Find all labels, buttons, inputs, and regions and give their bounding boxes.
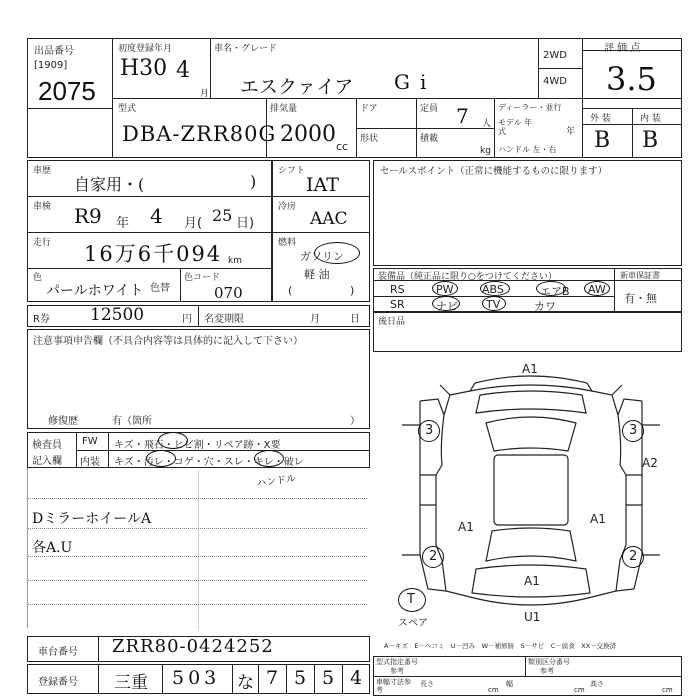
insp-month-unit: 月( [184, 216, 203, 231]
recycle-yen: 円 [182, 314, 192, 325]
kg-unit: kg [480, 146, 491, 156]
warranty-label: 新車保証書 [620, 271, 660, 280]
divider [27, 108, 112, 109]
car-name: エスクァイア [240, 76, 354, 98]
spec-len-unit: cm [488, 686, 499, 694]
later-items-label: 後日品 [378, 317, 406, 327]
exterior-label: 外 装 [590, 114, 611, 124]
name-grade-label: 車名・グレード [214, 44, 278, 54]
month-unit: 月 [200, 89, 210, 99]
color-code-value: 070 [214, 284, 243, 302]
equip-navi: ナビ [436, 300, 458, 313]
fw-items: キズ・飛石・ヒビ割・リペア跡・X要 [114, 440, 281, 451]
drive-2wd: 2WD [543, 50, 567, 61]
circle-aw [584, 281, 610, 296]
damage-a1-right: A1 [590, 512, 606, 526]
displacement-label: 排気量 [270, 104, 298, 114]
marker-3-right-label: 3 [629, 423, 638, 438]
insp-era: R9 [74, 204, 102, 228]
divider [356, 128, 494, 129]
divider [210, 38, 211, 98]
drive-4wd: 4WD [543, 76, 567, 87]
note-1: DミラーホイールA [32, 511, 152, 527]
equip-abs: ABS [482, 283, 504, 296]
plate-label: 登録番号 [38, 677, 78, 688]
marker-3-left-label: 3 [425, 423, 434, 438]
divider [112, 98, 682, 99]
damage-a1-left: A1 [458, 520, 474, 534]
equip-pw: PW [436, 283, 454, 296]
divider [494, 98, 495, 158]
divider [98, 636, 99, 662]
first-reg-month: 4 [176, 58, 190, 83]
first-reg-era: H30 [120, 56, 168, 81]
plate-class: 503 [172, 667, 221, 689]
spec-class-ref: 参考 [540, 667, 554, 675]
name-change-day: 日 [350, 314, 360, 325]
model-value: DBA-ZRR80G [122, 122, 277, 146]
capacity-unit: 人 [482, 119, 492, 129]
plate-region: 三重 [114, 673, 148, 693]
car-diagram [380, 355, 682, 630]
circle-wear [254, 450, 284, 467]
displacement-value: 2000 [280, 122, 336, 147]
divider [614, 268, 615, 312]
plate-kana: な [237, 673, 254, 693]
shape-label: 形状 [360, 134, 379, 144]
lot-label: 出品番号 [34, 46, 74, 57]
color-value: パールホワイト [46, 283, 144, 299]
mileage-value: 16万6千094 [84, 242, 223, 266]
circle-airbag [536, 281, 566, 296]
damage-legend: A－キズ E－ヘコミ U－凹み W－補修跡 S－サビ C－腐食 XX－交換済 [384, 642, 617, 650]
divider [27, 196, 272, 197]
shift-value: IAT [306, 174, 339, 196]
insp-day: 25 [212, 206, 233, 225]
score-label: 評 価 点 [604, 43, 641, 54]
sales-points-label: セールスポイント（正常に機能するものに限ります） [380, 166, 608, 177]
recycle-label: R券 [33, 314, 50, 325]
spec-type-ref: 参考 [390, 667, 404, 675]
marker-2-left-label: 2 [429, 549, 438, 564]
notes-label: 注意事項申告欄（不具合内容等は具体的に記入して下さい） [33, 336, 303, 347]
divider [314, 664, 315, 694]
note-line [27, 580, 367, 581]
divider [632, 108, 633, 158]
divider [232, 664, 233, 694]
load-label: 積載 [420, 134, 439, 144]
spec-len-label: 長さ [420, 680, 434, 688]
plate-digit-3: 5 [322, 667, 335, 689]
capacity-label: 定員 [420, 104, 439, 114]
capacity-value: 7 [456, 104, 469, 128]
fuel-label: 燃料 [278, 238, 297, 248]
divider [272, 232, 370, 233]
spec-class-label: 類別区分番号 [528, 658, 570, 666]
repair-label: 修復歴 [48, 416, 78, 427]
divider [258, 664, 259, 694]
plate-digit-1: 7 [266, 667, 279, 689]
equip-airbag: エアB [540, 285, 570, 298]
circle-pw [432, 281, 458, 296]
circle-chip [158, 432, 188, 449]
score: 3.5 [606, 60, 657, 98]
divider [538, 68, 582, 69]
repair-value: 有（箇所 [112, 416, 152, 427]
first-reg-label: 初度登録年月 [118, 44, 173, 54]
recycle-amount: 12500 [90, 305, 145, 325]
paren-close: ) [350, 284, 355, 297]
note-line [27, 498, 367, 499]
color-change-label: 色替 [150, 283, 170, 294]
spare-mark: T [407, 592, 415, 607]
equip-rs: RS [390, 283, 405, 296]
divider [198, 305, 199, 327]
chassis-value: ZRR80-0424252 [112, 636, 274, 657]
interior-label: 内 装 [640, 114, 661, 124]
spare-label: スペア [398, 618, 428, 629]
chassis-label: 車台番号 [38, 647, 78, 658]
history-close: ) [250, 172, 257, 191]
divider [162, 664, 163, 694]
equip-tv: TV [486, 298, 501, 311]
exterior-grade: B [594, 128, 611, 153]
warranty-value: 有・無 [624, 292, 657, 305]
ac-label: 冷房 [278, 202, 297, 212]
km-unit: km [228, 256, 242, 266]
divider [27, 268, 272, 269]
lot-number: 2075 [38, 76, 96, 106]
color-label: 色 [33, 273, 43, 283]
equipment-label: 装備品（純正品に限り○をつけてください） [378, 272, 557, 282]
damage-a1-top: A1 [522, 362, 538, 376]
note-line [27, 528, 367, 529]
divider [98, 664, 99, 694]
marker-2-right-label: 2 [629, 549, 638, 564]
model-label: 型式 [118, 104, 137, 114]
equip-aw: AW [588, 283, 606, 296]
note-line [27, 604, 367, 605]
spec-height-unit: cm [662, 686, 673, 694]
note-line [27, 556, 367, 557]
handle-note: ハンドル [255, 473, 297, 490]
fuel-gas: ガソリン [300, 250, 344, 263]
ac-value: AAC [310, 209, 348, 229]
doors-label: ドア [360, 104, 378, 114]
insp-year-unit: 年 [116, 216, 130, 231]
spec-height-label: 高さ [590, 680, 604, 688]
spec-width-unit: cm [574, 686, 585, 694]
later-items-frame [373, 312, 682, 352]
equip-leather: カワ [534, 300, 556, 313]
circle-abs [480, 281, 510, 296]
int-items: キズ・汚レ・コゲ・穴・スレ・キレ・破レ [114, 457, 304, 468]
shift-label: シフト [278, 166, 306, 176]
fuel-gas-circle [314, 242, 360, 264]
name-change-label: 名変期限 [204, 314, 244, 325]
divider [342, 664, 343, 694]
circle-navi [432, 296, 460, 311]
divider [198, 470, 199, 630]
damage-a1-rear: A1 [524, 574, 540, 588]
damage-u1-rear: U1 [524, 610, 541, 624]
circle-tv [482, 296, 506, 311]
spec-dim-label: 車幅寸法参考 [376, 678, 411, 694]
history-value: 自家用・( [74, 175, 145, 194]
note-2: 各A.U [32, 540, 73, 556]
divider [272, 196, 370, 197]
model-year-label: モデル 年式 [498, 118, 533, 136]
divider [180, 268, 181, 302]
interior-grade: B [642, 128, 659, 153]
damage-a2-right: A2 [642, 456, 658, 470]
name-change-month: 月 [310, 314, 320, 325]
insp-month: 4 [150, 204, 163, 228]
circle-dirt [146, 450, 176, 467]
spec-type-label: 型式指定番号 [376, 658, 418, 666]
paren-open: ( [288, 284, 293, 297]
divider [27, 232, 272, 233]
plate-digit-4: 4 [350, 667, 363, 689]
mileage-label: 走行 [33, 238, 52, 248]
repair-close: ） [350, 416, 360, 427]
cc-unit: cc [336, 140, 349, 153]
lot-sub: [1909] [34, 60, 68, 71]
insp-day-unit: 日) [236, 216, 255, 231]
handle-label: ハンドル 左・右 [498, 145, 557, 154]
inspector-label2: 記入欄 [32, 456, 62, 467]
grade: Gi [394, 70, 437, 94]
divider [286, 664, 287, 694]
dealer-label: ディーラー・並行 [498, 103, 562, 112]
history-label: 車歴 [33, 166, 52, 176]
inspection-label: 車検 [33, 202, 52, 212]
equip-sr: SR [390, 298, 405, 311]
int-label: 内装 [80, 457, 100, 468]
divider [373, 676, 682, 677]
plate-digit-2: 5 [294, 667, 307, 689]
color-code-label: 色コード [184, 273, 221, 283]
inspector-label: 検査員 [32, 440, 62, 451]
fuel-diesel: 軽 油 [304, 268, 330, 281]
spec-width-label: 幅 [506, 680, 513, 688]
year-unit: 年 [566, 127, 576, 137]
divider [525, 656, 526, 676]
fw-label: FW [82, 436, 98, 447]
